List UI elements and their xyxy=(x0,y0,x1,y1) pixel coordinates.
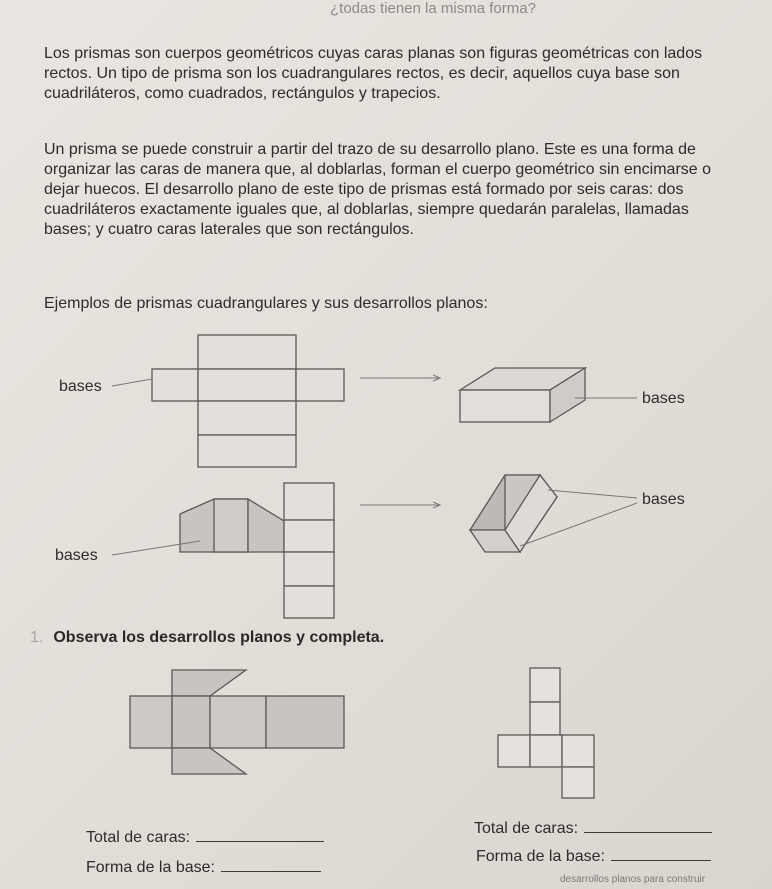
act-right-face-bottom xyxy=(562,767,594,798)
paragraph-2-text: Un prisma se puede construir a partir del trazo de su desarrollo plano. Este es una forma de organizar las caras de manera que, al doblarlas, forman el cuerpo geométrico sin encimarse o dejar huecos. El desarrollo plano de este tipo de prismas está formado por seis caras: dos cuadriláteros exactamente iguales que, al doblarlas, siempre quedarán paralelas, llamadas bases; y cuatro caras laterales que son rectángulos. xyxy=(44,141,712,238)
right-base-shape xyxy=(476,846,711,866)
act-left-bottom-face xyxy=(172,748,246,774)
left-base-shape xyxy=(86,857,321,877)
act-left-face-1 xyxy=(130,696,172,748)
left-base-label: Forma de la base: xyxy=(86,859,215,876)
activity-instruction: Observa los desarrollos planos y completa. xyxy=(53,629,385,646)
activity-number: 1. xyxy=(30,629,44,646)
left-total-faces xyxy=(86,827,324,847)
act-right-face-right xyxy=(562,735,594,767)
net2-side-connector xyxy=(248,499,284,552)
label-bases-1: bases xyxy=(59,378,102,395)
prism-example-2 xyxy=(470,475,557,552)
net1-face-bottom xyxy=(198,435,296,467)
leader-bases-4a xyxy=(548,490,637,498)
paragraph-1-text: Los prismas son cuerpos geométricos cuyas caras planas son figuras geométricas con lados rectos. Un tipo de prisma son los cuadrangulares rectos, es decir, aquellos cuya base son cuadriláteros, como cuadrados, rectángulos y trapecios. xyxy=(44,45,703,102)
act-right-face-2 xyxy=(530,702,560,735)
right-base-label: Forma de la base: xyxy=(476,848,605,865)
net-example-1 xyxy=(152,335,344,467)
left-total-label: Total de caras: xyxy=(86,829,191,846)
prism-example-1 xyxy=(460,368,585,422)
act-left-face-3 xyxy=(210,696,266,748)
prism1-front-face xyxy=(460,390,550,422)
top-question-text: ¿todas tienen la misma forma? xyxy=(330,0,536,17)
net1-face-top xyxy=(198,335,296,369)
net1-face-left xyxy=(152,369,198,401)
act-right-face-top xyxy=(530,668,560,702)
label-bases-4: bases xyxy=(642,491,685,508)
right-total-faces xyxy=(474,818,712,838)
net-example-2 xyxy=(180,483,334,618)
net2-face-lower xyxy=(284,552,334,586)
right-base-blank[interactable] xyxy=(611,846,711,861)
bottom-cut-text: desarrollos planos para construir xyxy=(560,874,706,885)
net2-face-bottom xyxy=(284,586,334,618)
leader-bases-1 xyxy=(112,379,152,386)
act-left-face-2 xyxy=(172,696,210,748)
label-bases-3: bases xyxy=(55,547,98,564)
act-right-face-center xyxy=(530,735,562,767)
act-right-face-left xyxy=(498,735,530,767)
net2-face-center xyxy=(284,520,334,552)
activity-net-left xyxy=(130,670,344,774)
label-bases-2: bases xyxy=(642,390,685,407)
net1-face-right xyxy=(296,369,344,401)
left-total-blank[interactable] xyxy=(196,827,324,842)
act-left-face-4 xyxy=(266,696,344,748)
net2-face-top xyxy=(284,483,334,520)
right-total-blank[interactable] xyxy=(584,818,712,833)
act-left-top-face xyxy=(172,670,246,696)
net1-face-lower xyxy=(198,401,296,435)
net1-face-center xyxy=(198,369,296,401)
activity-net-right xyxy=(498,668,594,798)
activity-heading xyxy=(30,629,384,647)
left-base-blank[interactable] xyxy=(221,857,321,872)
paragraph-3-text: Ejemplos de prismas cuadrangulares y sus desarrollos planos: xyxy=(44,295,488,312)
right-total-label: Total de caras: xyxy=(474,820,579,837)
